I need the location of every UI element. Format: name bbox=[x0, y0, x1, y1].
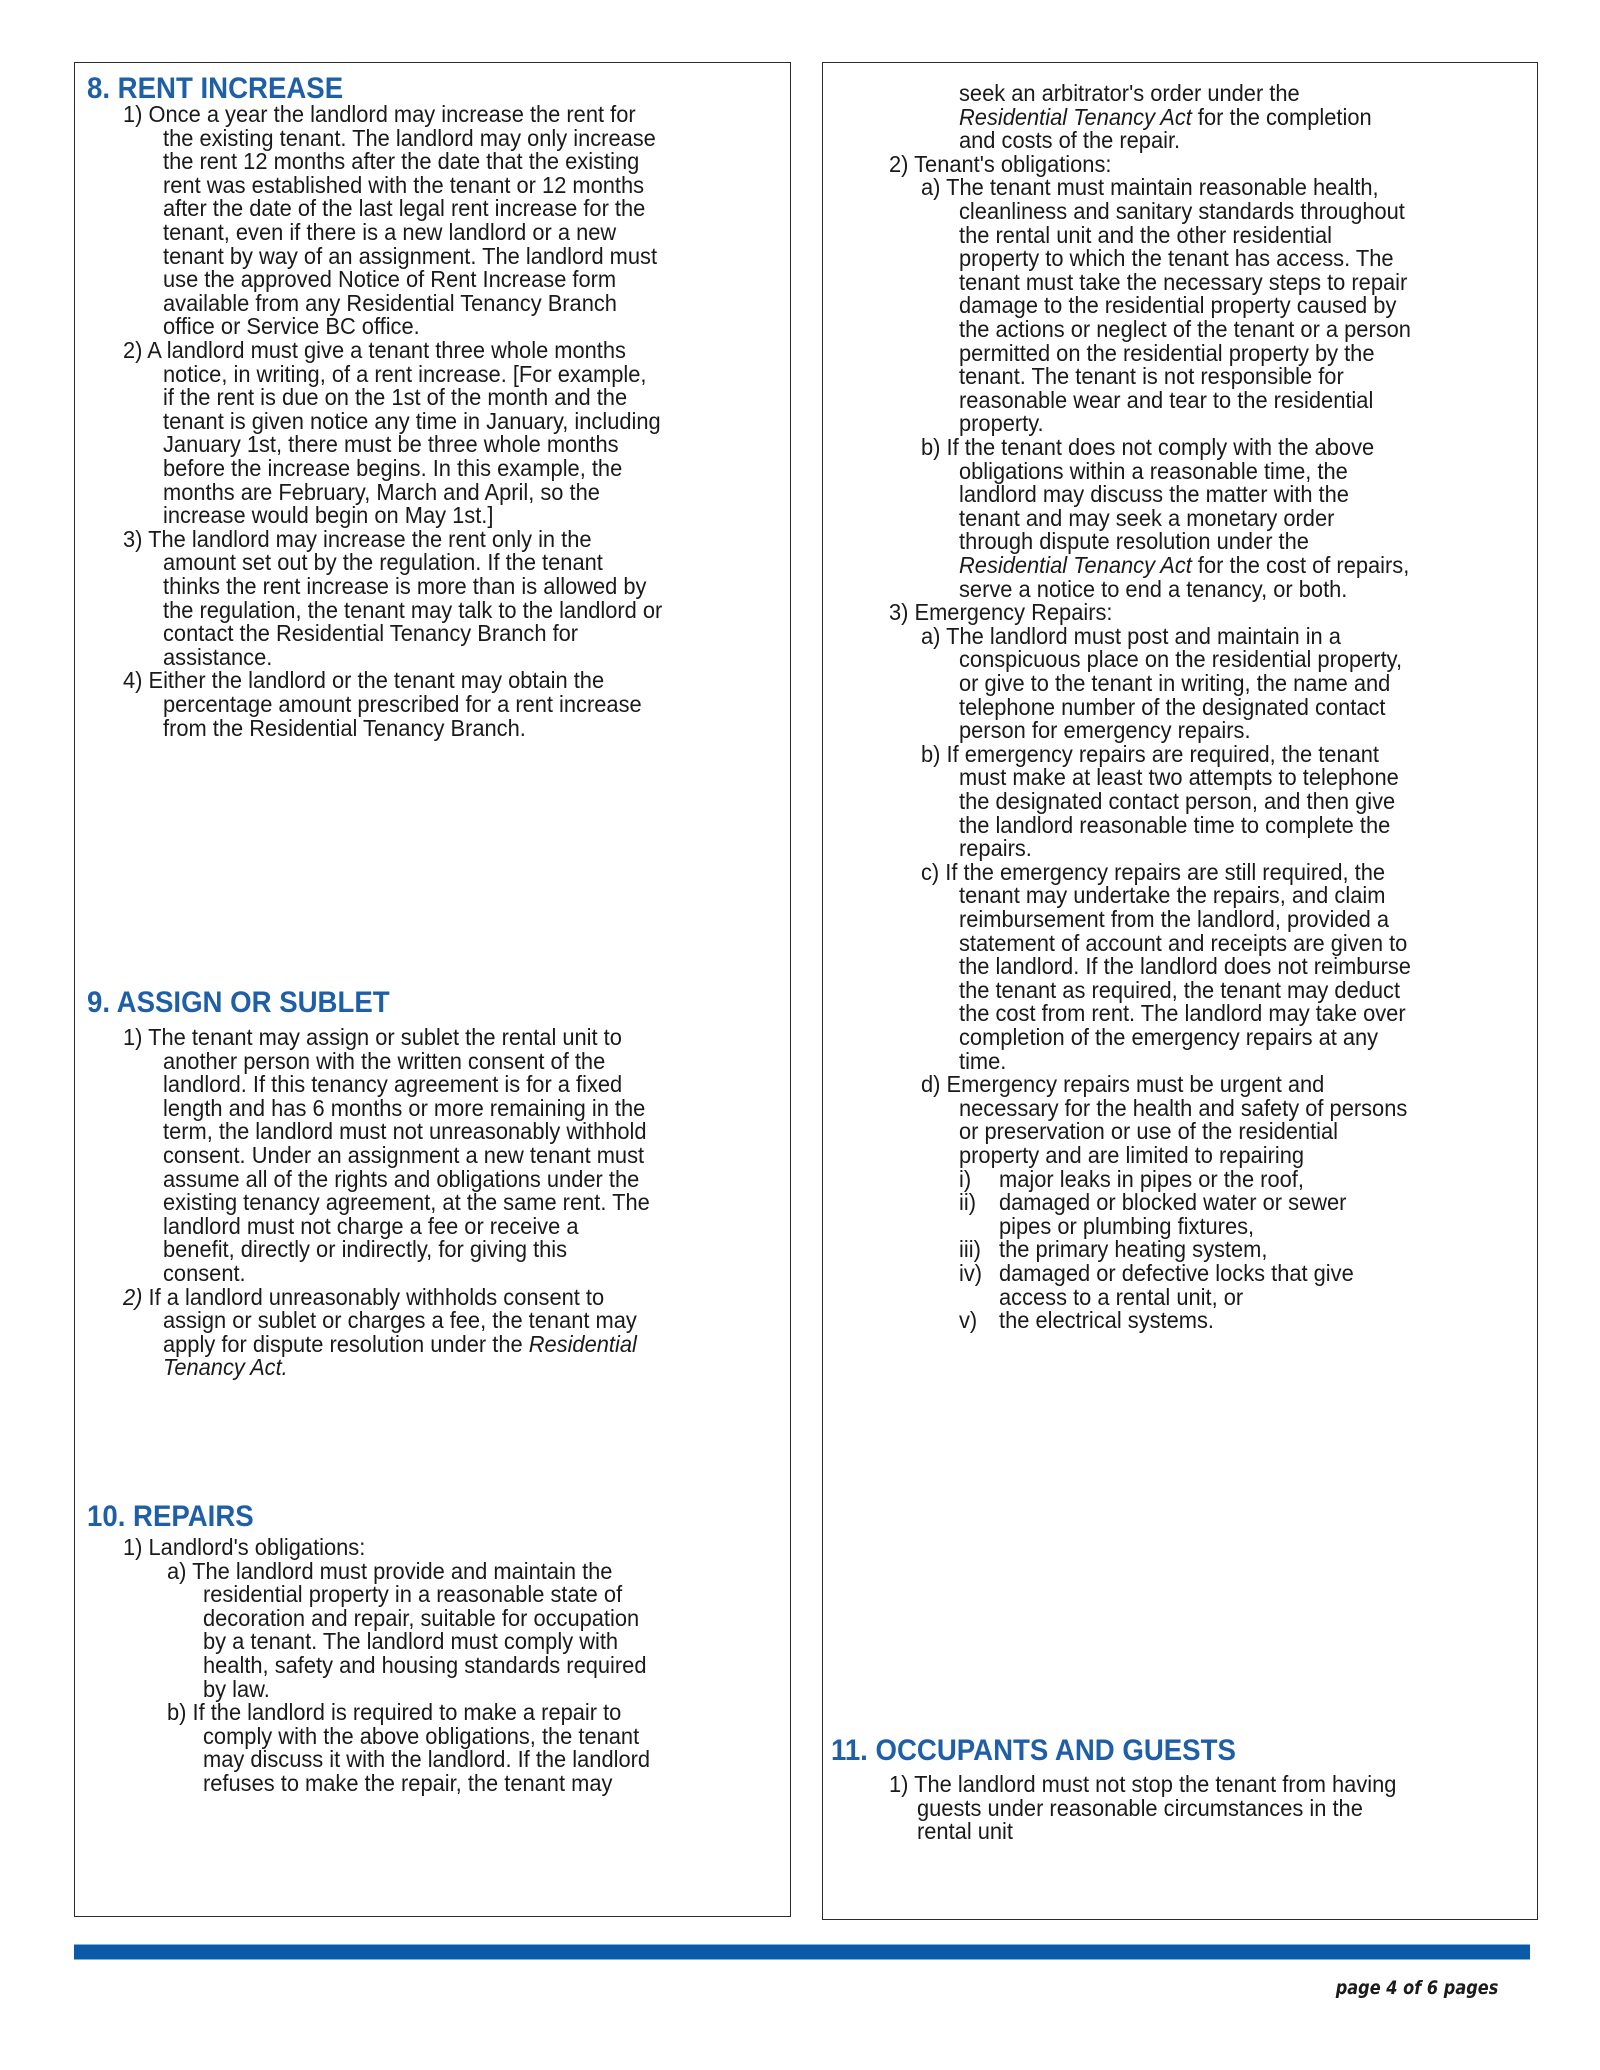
emergency-sub-item-marker: iii) bbox=[959, 1236, 981, 1263]
section-11-line: 1) The landlord must not stop the tenant from having bbox=[889, 1771, 1397, 1797]
emergency-repairs-line: time. bbox=[959, 1047, 1007, 1074]
tenant-obligations-line: property to which the tenant has access. The bbox=[959, 245, 1394, 272]
emergency-repairs-line: the designated contact person, and then give bbox=[959, 788, 1396, 814]
tenant-obligations-line: Residential Tenancy Act for the cost of repairs, bbox=[959, 552, 1410, 578]
emergency-repairs-line: d) Emergency repairs must be urgent and bbox=[921, 1071, 1325, 1098]
section-11-line: guests under reasonable circumstances in the bbox=[917, 1794, 1363, 1821]
section-10-line: decoration and repair, suitable for occupation bbox=[203, 1604, 640, 1631]
section-9-line: another person with the written consent of the bbox=[163, 1047, 606, 1074]
section-8-line: tenant, even if there is a new landlord or a new bbox=[163, 219, 617, 245]
section-10-line: refuses to make the repair, the tenant may bbox=[203, 1770, 613, 1796]
section-10-line: 1) Landlord's obligations: bbox=[123, 1534, 366, 1560]
section-8-line: 3) The landlord may increase the rent only in the bbox=[123, 525, 592, 552]
section-8-line: thinks the rent increase is more than is allowed by bbox=[163, 573, 647, 599]
section-8-line: months are February, March and April, so the bbox=[163, 478, 600, 505]
emergency-sub-item-line: the primary heating system, bbox=[999, 1236, 1268, 1263]
section-9-line: benefit, directly or indirectly, for giving this bbox=[163, 1236, 568, 1263]
section-9-line: landlord. If this tenancy agreement is for a fixed bbox=[163, 1071, 623, 1098]
section-heading-repairs: 10. REPAIRS bbox=[87, 1500, 254, 1533]
page-number: page 4 of 6 pages bbox=[1335, 1977, 1498, 1999]
section-9-line: existing tenancy agreement, at the same rent. The bbox=[163, 1189, 650, 1216]
section-9-line: assume all of the rights and obligations under the bbox=[163, 1165, 640, 1192]
section-9-line: term, the landlord must not unreasonably withhold bbox=[163, 1118, 647, 1145]
section-9-line: 2) If a landlord unreasonably withholds consent to bbox=[123, 1283, 605, 1310]
emergency-sub-item-marker: v) bbox=[959, 1307, 978, 1334]
emergency-repairs-line: b) If emergency repairs are required, the tenant bbox=[921, 740, 1379, 767]
section-heading-occupants-and-guests: 11. OCCUPANTS AND GUESTS bbox=[831, 1734, 1236, 1767]
section-8-line: percentage amount prescribed for a rent increase bbox=[163, 691, 642, 717]
emergency-repairs-label: 3) Emergency Repairs: bbox=[889, 599, 1113, 626]
section-8-line: 2) A landlord must give a tenant three whole months bbox=[123, 337, 626, 363]
tenant-obligations-line: damage to the residential property caused by bbox=[959, 292, 1397, 319]
section-8-line: tenant is given notice any time in January, including bbox=[163, 407, 661, 434]
section-8-line: assistance. bbox=[163, 643, 273, 670]
section-10-line: by a tenant. The landlord must comply with bbox=[203, 1628, 619, 1655]
section-9-line: length and has 6 months or more remaining in the bbox=[163, 1094, 646, 1121]
section-8-line: the regulation, the tenant may talk to the landlord or bbox=[163, 596, 663, 623]
section-8-line: 4) Either the landlord or the tenant may obtain the bbox=[123, 667, 605, 694]
emergency-repairs-line: completion of the emergency repairs at any bbox=[959, 1024, 1379, 1050]
emergency-repairs-line: must make at least two attempts to telephone bbox=[959, 764, 1399, 791]
emergency-sub-item-line: major leaks in pipes or the roof, bbox=[999, 1165, 1304, 1192]
tenant-obligations-line: cleanliness and sanitary standards throughout bbox=[959, 198, 1405, 224]
section-heading-rent-increase: 8. RENT INCREASE bbox=[87, 72, 344, 105]
emergency-repairs-line: repairs. bbox=[959, 835, 1032, 862]
tenant-obligations-line: tenant and may seek a monetary order bbox=[959, 504, 1335, 531]
repairs-continuation-line: seek an arbitrator's order under the bbox=[959, 80, 1300, 106]
emergency-repairs-line: tenant may undertake the repairs, and claim bbox=[959, 882, 1386, 909]
section-8-line: tenant by way of an assignment. The landlord must bbox=[163, 242, 658, 269]
section-10-line: comply with the above obligations, the tenant bbox=[203, 1722, 640, 1749]
section-8-line: office or Service BC office. bbox=[163, 313, 420, 340]
section-10-line: by law. bbox=[203, 1675, 270, 1702]
section-9-line: 1) The tenant may assign or sublet the rental unit to bbox=[123, 1024, 622, 1050]
section-9-line: assign or sublet or charges a fee, the tenant may bbox=[163, 1307, 637, 1334]
tenant-obligations-line: reasonable wear and tear to the residential bbox=[959, 386, 1374, 413]
footer-divider-bar bbox=[74, 1944, 1530, 1960]
section-8-line: rent was established with the tenant or 12 months bbox=[163, 171, 645, 198]
section-8-line: use the approved Notice of Rent Increase form bbox=[163, 266, 617, 293]
section-heading-assign-or-sublet: 9. ASSIGN OR SUBLET bbox=[87, 986, 390, 1019]
emergency-repairs-line: person for emergency repairs. bbox=[959, 717, 1251, 744]
emergency-sub-item-line: pipes or plumbing fixtures, bbox=[999, 1212, 1255, 1239]
section-10-line: residential property in a reasonable state of bbox=[203, 1581, 623, 1608]
section-8-line: before the increase begins. In this example, the bbox=[163, 455, 623, 481]
emergency-repairs-line: reimbursement from the landlord, provided a bbox=[959, 906, 1390, 932]
repairs-continuation-line: Residential Tenancy Act for the completion bbox=[959, 103, 1372, 130]
section-8-line: January 1st, there must be three whole months bbox=[163, 431, 619, 458]
tenant-obligations-line: the rental unit and the other residential bbox=[959, 221, 1333, 248]
tenant-obligations-line: tenant must take the necessary steps to repair bbox=[959, 268, 1408, 295]
section-8-line: amount set out by the regulation. If the tenant bbox=[163, 549, 603, 576]
emergency-repairs-line: statement of account and receipts are given to bbox=[959, 929, 1408, 956]
tenant-obligations-line: obligations within a reasonable time, the bbox=[959, 457, 1348, 484]
section-8-line: contact the Residential Tenancy Branch for bbox=[163, 620, 579, 647]
tenant-obligations-line: property. bbox=[959, 410, 1044, 437]
tenant-obligations-line: permitted on the residential property by the bbox=[959, 339, 1375, 366]
section-11-line: rental unit bbox=[917, 1818, 1013, 1845]
emergency-sub-item-marker: i) bbox=[959, 1165, 972, 1192]
tenant-obligations-line: b) If the tenant does not comply with the above bbox=[921, 434, 1375, 460]
tenant-obligations-label: 2) Tenant's obligations: bbox=[889, 150, 1112, 177]
section-8-line: if the rent is due on the 1st of the month and the bbox=[163, 384, 628, 411]
right-column-box bbox=[822, 62, 1538, 1920]
emergency-repairs-line: telephone number of the designated contact bbox=[959, 693, 1386, 720]
emergency-sub-item-line: damaged or defective locks that give bbox=[999, 1260, 1354, 1286]
tenant-obligations-line: through dispute resolution under the bbox=[959, 528, 1309, 555]
emergency-repairs-line: or give to the tenant in writing, the name and bbox=[959, 670, 1391, 696]
emergency-repairs-line: c) If the emergency repairs are still required, the bbox=[921, 858, 1386, 885]
tenant-obligations-line: tenant. The tenant is not responsible for bbox=[959, 363, 1344, 390]
section-8-line: after the date of the last legal rent increase for the bbox=[163, 195, 646, 222]
emergency-repairs-line: the landlord. If the landlord does not reimburse bbox=[959, 953, 1411, 980]
section-10-line: health, safety and housing standards required bbox=[203, 1652, 647, 1678]
section-10-line: may discuss it with the landlord. If the landlord bbox=[203, 1746, 651, 1773]
emergency-repairs-line: or preservation or use of the residential bbox=[959, 1118, 1339, 1145]
emergency-sub-item-line: the electrical systems. bbox=[999, 1307, 1214, 1334]
repairs-continuation-line: and costs of the repair. bbox=[959, 127, 1181, 154]
tenant-obligations-line: the actions or neglect of the tenant or a person bbox=[959, 316, 1411, 342]
section-8-line: notice, in writing, of a rent increase. [For example, bbox=[163, 360, 647, 387]
emergency-sub-item-marker: iv) bbox=[959, 1260, 983, 1286]
emergency-repairs-line: conspicuous place on the residential property, bbox=[959, 646, 1403, 673]
section-10-line: a) The landlord must provide and maintain the bbox=[167, 1557, 613, 1584]
emergency-sub-item-line: access to a rental unit, or bbox=[999, 1283, 1244, 1310]
section-9-line: Tenancy Act. bbox=[163, 1354, 288, 1381]
emergency-repairs-line: the cost from rent. The landlord may take over bbox=[959, 1000, 1406, 1027]
emergency-repairs-line: the tenant as required, the tenant may deduct bbox=[959, 976, 1401, 1003]
section-8-line: from the Residential Tenancy Branch. bbox=[163, 714, 526, 741]
emergency-repairs-line: the landlord reasonable time to complete the bbox=[959, 811, 1391, 838]
emergency-repairs-line: necessary for the health and safety of persons bbox=[959, 1094, 1408, 1121]
tenant-obligations-line: a) The tenant must maintain reasonable health, bbox=[921, 174, 1379, 201]
section-9-line: consent. Under an assignment a new tenant must bbox=[163, 1142, 645, 1168]
section-8-line: the rent 12 months after the date that the existing bbox=[163, 148, 640, 175]
section-9-line: apply for dispute resolution under the Residential bbox=[163, 1330, 637, 1357]
section-8-line: increase would begin on May 1st.] bbox=[163, 502, 494, 529]
emergency-sub-item-line: damaged or blocked water or sewer bbox=[999, 1189, 1347, 1216]
tenant-obligations-line: landlord may discuss the matter with the bbox=[959, 481, 1349, 508]
section-10-line: b) If the landlord is required to make a repair to bbox=[167, 1699, 622, 1726]
left-column-box bbox=[74, 62, 791, 1917]
section-9-line: consent. bbox=[163, 1260, 246, 1286]
section-8-line: 1) Once a year the landlord may increase the rent for bbox=[123, 101, 636, 127]
emergency-repairs-line: a) The landlord must post and maintain in a bbox=[921, 622, 1341, 649]
section-9-line: landlord must not charge a fee or receive a bbox=[163, 1212, 579, 1239]
section-8-line: available from any Residential Tenancy Branch bbox=[163, 289, 617, 316]
section-8-line: the existing tenant. The landlord may only increase bbox=[163, 124, 656, 151]
tenant-obligations-line: serve a notice to end a tenancy, or both. bbox=[959, 575, 1348, 602]
emergency-repairs-line: property and are limited to repairing bbox=[959, 1142, 1305, 1168]
emergency-sub-item-marker: ii) bbox=[959, 1189, 977, 1216]
